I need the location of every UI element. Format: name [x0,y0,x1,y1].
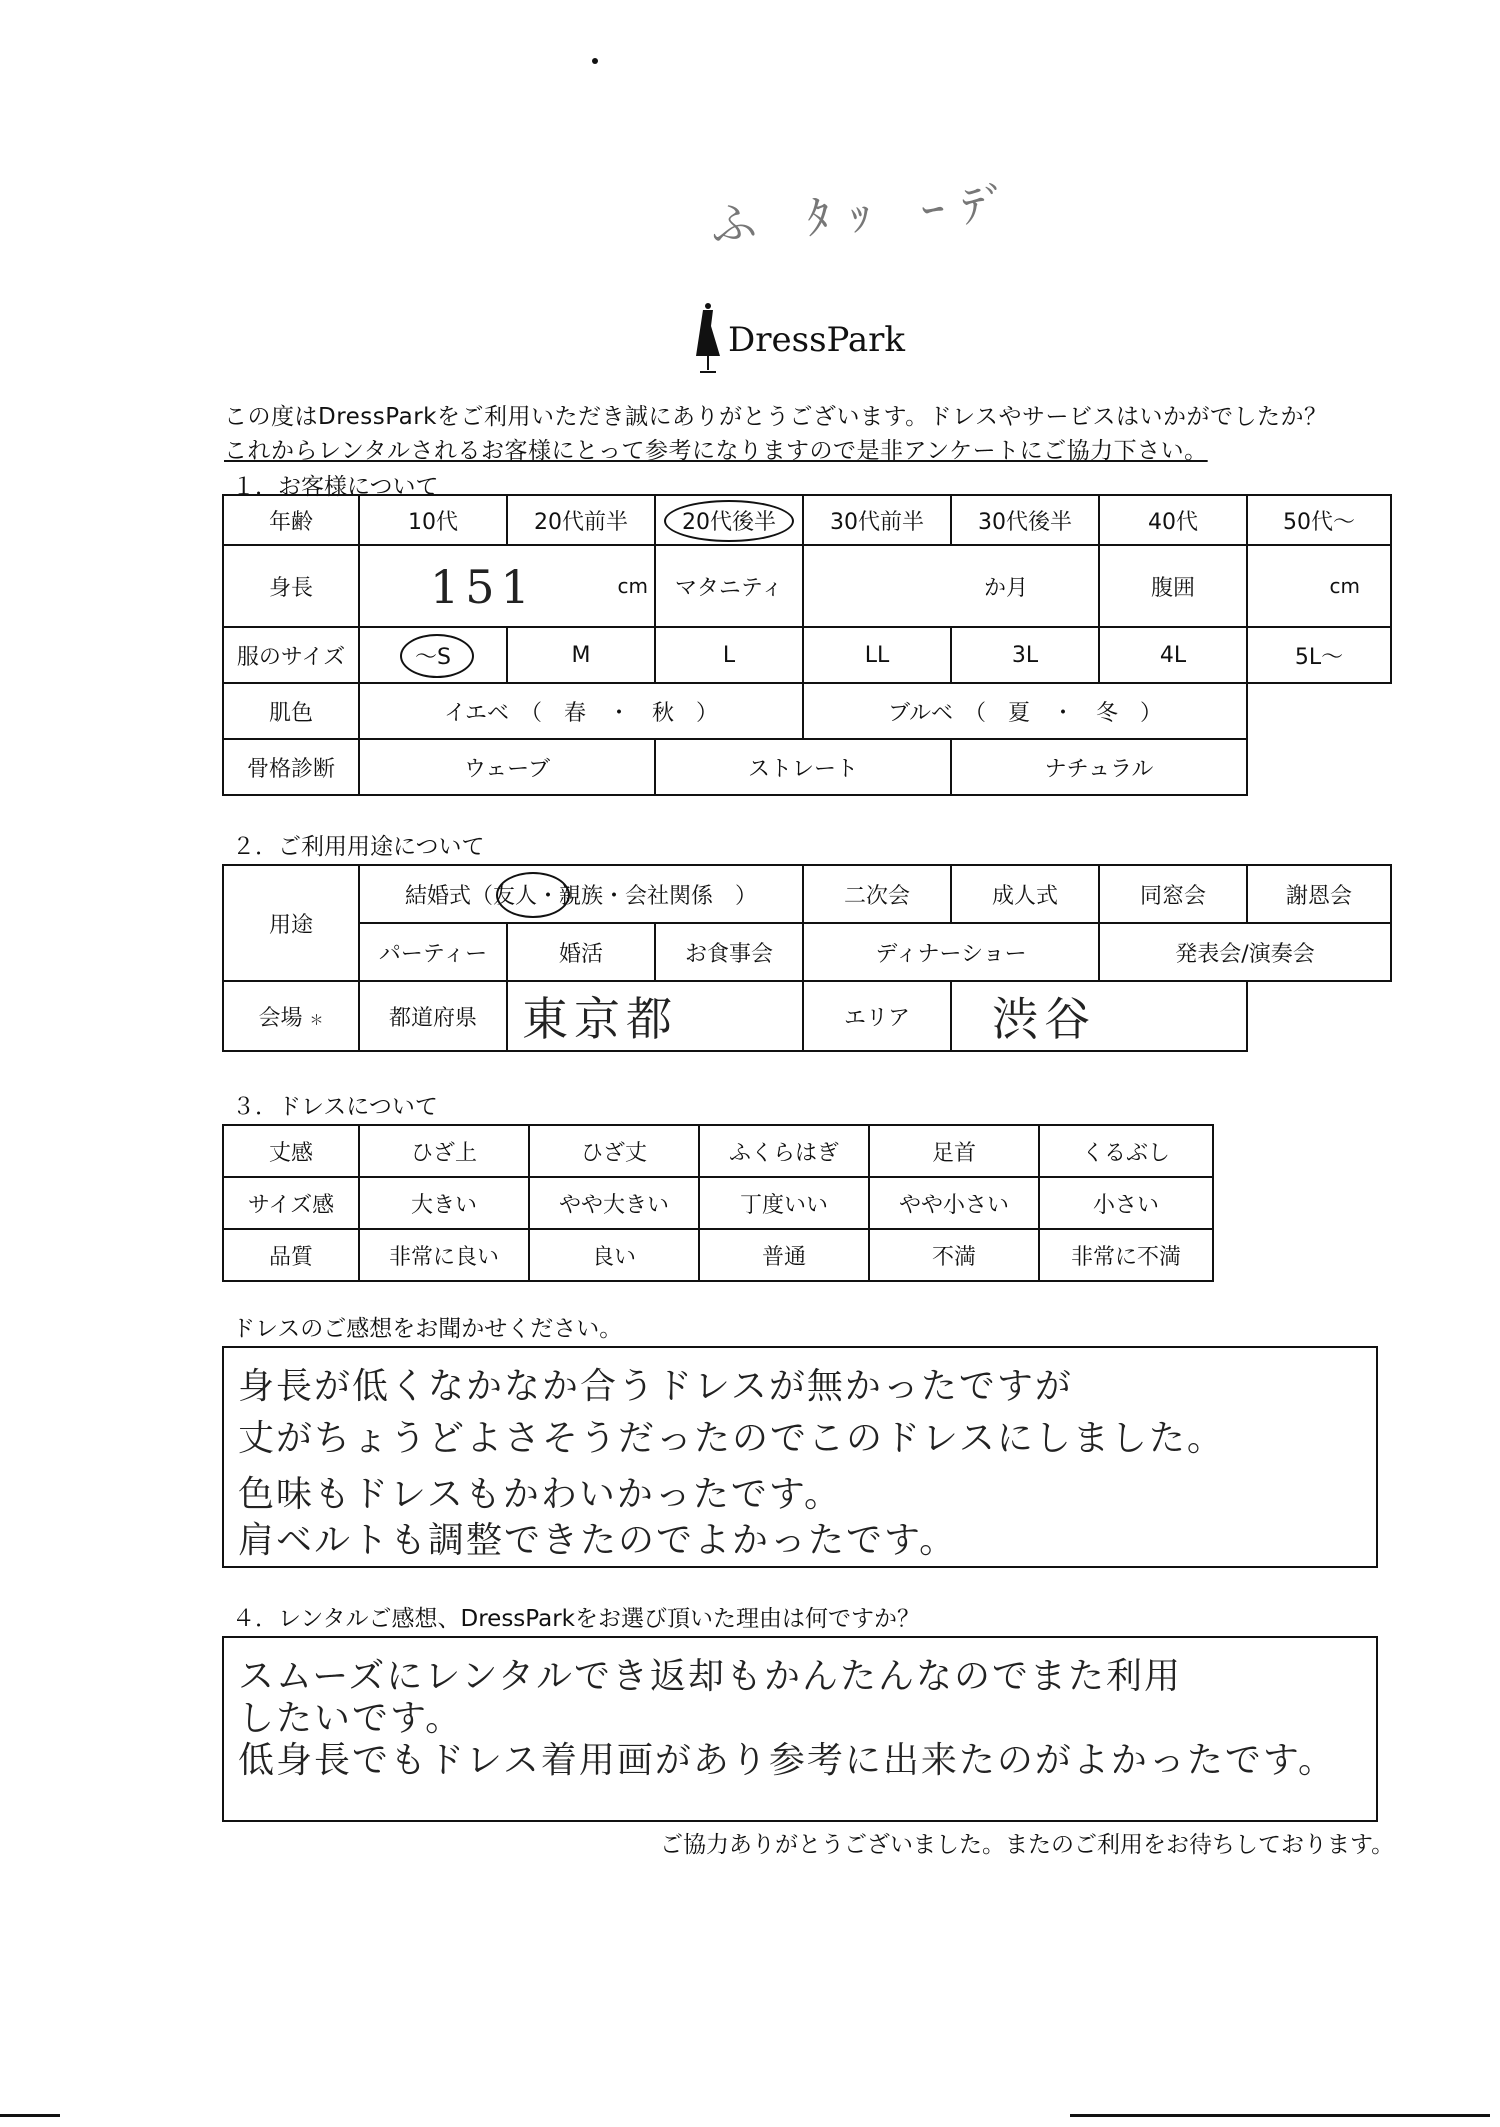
size-option[interactable]: L [655,627,803,683]
comment-line: スムーズにレンタルでき返却もかんたんなのでまた利用 [238,1656,1183,1697]
intro-line-2: これからレンタルされるお客様にとって参考になりますので是非アンケートにご協力下さい。 [224,438,1208,464]
size-option-selected[interactable] [359,627,507,683]
section4-title: ４．レンタルご感想、DressParkをお選び頂いた理由は何ですか？ [232,1606,920,1632]
dress-option[interactable]: 良い [529,1229,699,1281]
dress-option[interactable]: ひざ上 [359,1125,529,1177]
comment-line: 丈がちょうどよさそうだったのでこのドレスにしました。 [238,1418,1225,1459]
brand-logo [690,300,920,380]
venue-label: 会場 [258,1005,303,1031]
brand-name: DressPark [728,320,906,360]
maternity-label: マタニティ [655,545,803,627]
venue-row [223,981,1391,1051]
size-option[interactable]: M [507,627,655,683]
size-option[interactable]: LL [803,627,951,683]
age-option-selected[interactable] [655,495,803,545]
size-row [223,627,1391,683]
age-label: 年齢 [223,495,359,545]
height-unit: cm [617,574,648,598]
dress-table [222,1124,1214,1282]
dress-comment-box[interactable] [222,1346,1378,1568]
usage-option[interactable]: 婚活 [507,923,655,981]
dress-option[interactable]: 大きい [359,1177,529,1229]
skin-yellow[interactable]: イエベ （ 春 ・ 秋 ） [359,683,803,739]
usage-option[interactable]: 同窓会 [1099,865,1247,923]
waist-cell[interactable] [1247,545,1391,627]
selection-circle [400,634,474,678]
scan-edge-line [0,2114,60,2117]
age-option-label: 20代後半 [682,509,776,535]
usage-row-1 [223,865,1391,923]
reason-comment-box[interactable] [222,1636,1378,1822]
comment-line: したいです。 [238,1698,464,1739]
empty-cell [1247,981,1391,1051]
scan-edge-line [1070,2114,1490,2117]
usage-option[interactable]: パーティー [359,923,507,981]
selection-circle [664,500,794,542]
usage-option[interactable]: 成人式 [951,865,1099,923]
frame-option[interactable]: ウェーブ [359,739,655,795]
dress-option[interactable]: 丁度いい [699,1177,869,1229]
age-option[interactable]: 10代 [359,495,507,545]
dress-row [223,1177,1213,1229]
dress-row [223,1125,1213,1177]
dress-option[interactable]: 非常に良い [359,1229,529,1281]
selection-circle [496,872,570,918]
age-option[interactable]: 20代前半 [507,495,655,545]
wedding-rest: ・親族・会社関係 ） [537,883,758,909]
age-row [223,495,1391,545]
dress-option[interactable]: 小さい [1039,1177,1213,1229]
dress-option[interactable]: やや大きい [529,1177,699,1229]
required-mark: ＊ [309,1012,324,1029]
dress-icon [690,300,726,380]
waist-unit: cm [1329,573,1360,598]
dress-option[interactable]: 不満 [869,1229,1039,1281]
dress-option[interactable]: くるぶし [1039,1125,1213,1177]
comment-line: 低身長でもドレス着用画があり参考に出来たのがよかったです。 [238,1740,1337,1781]
section3-title: ３．ドレスについて [232,1094,438,1120]
purpose-label: 用途 [223,865,359,981]
age-option[interactable]: 30代前半 [803,495,951,545]
comment-line: 肩ベルトも調整できたのでよかったです。 [238,1520,958,1561]
usage-option[interactable]: ディナーショー [803,923,1099,981]
venue-label-cell [223,981,359,1051]
wedding-cell[interactable] [359,865,803,923]
size-option-label: ～S [415,644,451,670]
usage-row-2 [223,923,1391,981]
dress-option[interactable]: 普通 [699,1229,869,1281]
handwritten-scrawl: ふ ﾀｯ ｰﾃﾞ [708,176,1028,252]
height-value: 151 [430,560,536,614]
height-cell[interactable] [359,545,655,627]
dress-row-label: 丈感 [223,1125,359,1177]
area-label: エリア [803,981,951,1051]
section1-title: １．お客様について [232,474,439,500]
size-option[interactable]: 5L～ [1247,627,1391,683]
height-label: 身長 [223,545,359,627]
dress-row-label: サイズ感 [223,1177,359,1229]
dress-option[interactable]: ひざ丈 [529,1125,699,1177]
frame-option[interactable]: ストレート [655,739,951,795]
customer-info-table [222,494,1392,796]
dress-option[interactable]: やや小さい [869,1177,1039,1229]
maternity-unit: か月 [983,575,1028,601]
size-option[interactable]: 4L [1099,627,1247,683]
area-value: 渋谷 [992,992,1096,1046]
dress-comment-prompt: ドレスのご感想をお聞かせください。 [232,1316,623,1342]
wedding-friend: 友人 [492,883,537,909]
empty-cell [1247,683,1391,739]
section2-title: ２．ご利用用途について [232,834,485,860]
empty-cell [1247,739,1391,795]
usage-option[interactable]: 発表会/演奏会 [1099,923,1391,981]
frame-label: 骨格診断 [223,739,359,795]
age-option[interactable]: 40代 [1099,495,1247,545]
area-cell[interactable] [951,981,1247,1051]
dress-option[interactable]: 足首 [869,1125,1039,1177]
size-option[interactable]: 3L [951,627,1099,683]
closing-thanks: ご協力ありがとうございました。またのご利用をお待ちしております。 [660,1832,1395,1858]
age-option[interactable]: 30代後半 [951,495,1099,545]
usage-option[interactable]: 謝恩会 [1247,865,1391,923]
skin-blue[interactable]: ブルベ （ 夏 ・ 冬 ） [803,683,1247,739]
skin-row [223,683,1391,739]
prefecture-value: 東京都 [522,992,678,1046]
maternity-cell[interactable] [803,545,1099,627]
age-option[interactable]: 50代～ [1247,495,1391,545]
usage-option[interactable]: 二次会 [803,865,951,923]
prefecture-label: 都道府県 [359,981,507,1051]
frame-row [223,739,1391,795]
dress-row [223,1229,1213,1281]
comment-line: 身長が低くなかなか合うドレスが無かったですが [238,1366,1073,1407]
usage-option[interactable]: お食事会 [655,923,803,981]
usage-table [222,864,1392,1052]
size-label: 服のサイズ [223,627,359,683]
wedding-label: 結婚式（ [404,883,493,909]
dress-row-label: 品質 [223,1229,359,1281]
skin-label: 肌色 [223,683,359,739]
comment-line: 色味もドレスもかわいかったです。 [238,1474,843,1515]
dress-option[interactable]: ふくらはぎ [699,1125,869,1177]
waist-label: 腹囲 [1099,545,1247,627]
height-row [223,545,1391,627]
intro-line-1: この度はDressParkをご利用いただき誠にありがとうございます。ドレスやサービスはいかがでしたか？ [224,404,1328,430]
dress-option[interactable]: 非常に不満 [1039,1229,1213,1281]
stray-dot [592,58,598,64]
frame-option[interactable]: ナチュラル [951,739,1247,795]
prefecture-cell[interactable] [507,981,803,1051]
